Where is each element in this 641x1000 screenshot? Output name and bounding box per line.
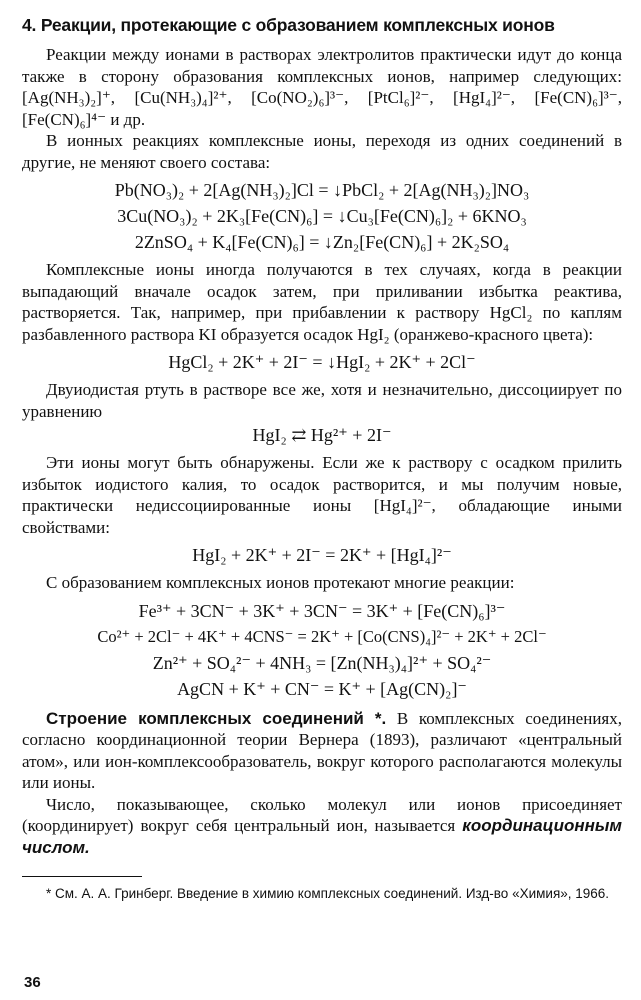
equation-6: HgI₂ + 2K⁺ + 2I⁻ = 2K⁺ + [HgI₄]²⁻ <box>192 545 452 565</box>
page-content <box>22 14 622 903</box>
equation-4: HgCl₂ + 2K⁺ + 2I⁻ = ↓HgI₂ + 2K⁺ + 2Cl⁻ <box>168 352 476 372</box>
footnote-rule <box>22 876 142 877</box>
equation-8: Co²⁺ + 2Cl⁻ + 4K⁺ + 4CNS⁻ = 2K⁺ + [Co(CNS)₄]²⁻ + 2K⁺ + 2Cl⁻ <box>97 626 547 646</box>
paragraph-2: В ионных реакциях комплексные ионы, переходя из одних соединений в другие, не меняют своего состава: <box>22 131 622 172</box>
equation-9: Zn²⁺ + SO₄²⁻ + 4NH₃ = [Zn(NH₃)₄]²⁺ + SO₄²⁻ <box>152 652 492 673</box>
paragraph-5: Эти ионы могут быть обнаружены. Если же к раствору с осадком прилить избыток иодистого калия, то осадок растворится, и мы получим новые, практически недиссоциированные ионы [HgI₄]²⁻, обладающие иными свойствами: <box>22 453 622 537</box>
footnote: * См. А. А. Гринберг. Введение в химию комплексных соединений. Изд-во «Химия», 1966. <box>46 886 610 901</box>
equation-2: 3Cu(NO₃)₂ + 2K₃[Fe(CN)₆] = ↓Cu₃[Fe(CN)₆]₂ + 6KNO₃ <box>117 206 527 226</box>
subheading-structure: Строение комплексных соединений *. <box>46 708 387 728</box>
section-heading: 4. Реакции, протекающие с образованием комплексных ионов <box>22 15 555 35</box>
page-number: 36 <box>24 974 41 991</box>
paragraph-1: Реакции между ионами в растворах электролитов практически идут до конца также в сторону образования комплексных ионов, например следующих: [Ag(NH₃)₂]⁺, [Cu(NH₃)₄]²⁺, [Co(NO₂)₆]³⁻, [PtCl₆]²⁻, [HgI₄]²⁻, [Fe(CN)₆]³⁻, [Fe(CN)₆]⁴⁻ и др. <box>22 45 622 129</box>
paragraph-8-text: Число, показывающее, сколько молекул или ионов присоединяет (координирует) вокруг себя центральный ион, называется <box>22 794 622 835</box>
paragraph-4: Двуиодистая ртуть в растворе все же, хотя и незначительно, диссоциирует по уравнению <box>22 380 622 421</box>
equation-1: Pb(NO₃)₂ + 2[Ag(NH₃)₂]Cl = ↓PbCl₂ + 2[Ag(NH₃)₂]NO₃ <box>114 180 530 200</box>
paragraph-6: С образованием комплексных ионов протекают многие реакции: <box>46 573 515 592</box>
term-coordination-number: координационным числом. <box>22 816 622 857</box>
equation-7: Fe³⁺ + 3CN⁻ + 3K⁺ + 3CN⁻ = 3K⁺ + [Fe(CN)₆]³⁻ <box>138 600 506 621</box>
equation-5: HgI₂ ⇄ Hg²⁺ + 2I⁻ <box>252 425 392 445</box>
paragraph-7-text: В комплексных соединениях, согласно координационной теории Вернера (1893), различают «центральный атом», или ион-комплексообразователь, вокруг которого располагаются молекулы или ионы. <box>22 708 622 792</box>
equation-3: 2ZnSO₄ + K₄[Fe(CN)₆] = ↓Zn₂[Fe(CN)₆] + 2K₂SO₄ <box>134 232 510 252</box>
equation-10: AgCN + K⁺ + CN⁻ = K⁺ + [Ag(CN)₂]⁻ <box>177 678 467 699</box>
paragraph-8 <box>22 794 622 859</box>
paragraph-7 <box>22 708 622 794</box>
paragraph-3: Комплексные ионы иногда получаются в тех случаях, когда в реакции выпадающий вначале осадок затем, при приливании избытка реактива, растворяется. Так, например, при прибавлении к раствору HgCl₂ по каплям разбавленного раствора KI образуется осадок HgI₂ (оранжево-красного цвета): <box>22 260 622 344</box>
